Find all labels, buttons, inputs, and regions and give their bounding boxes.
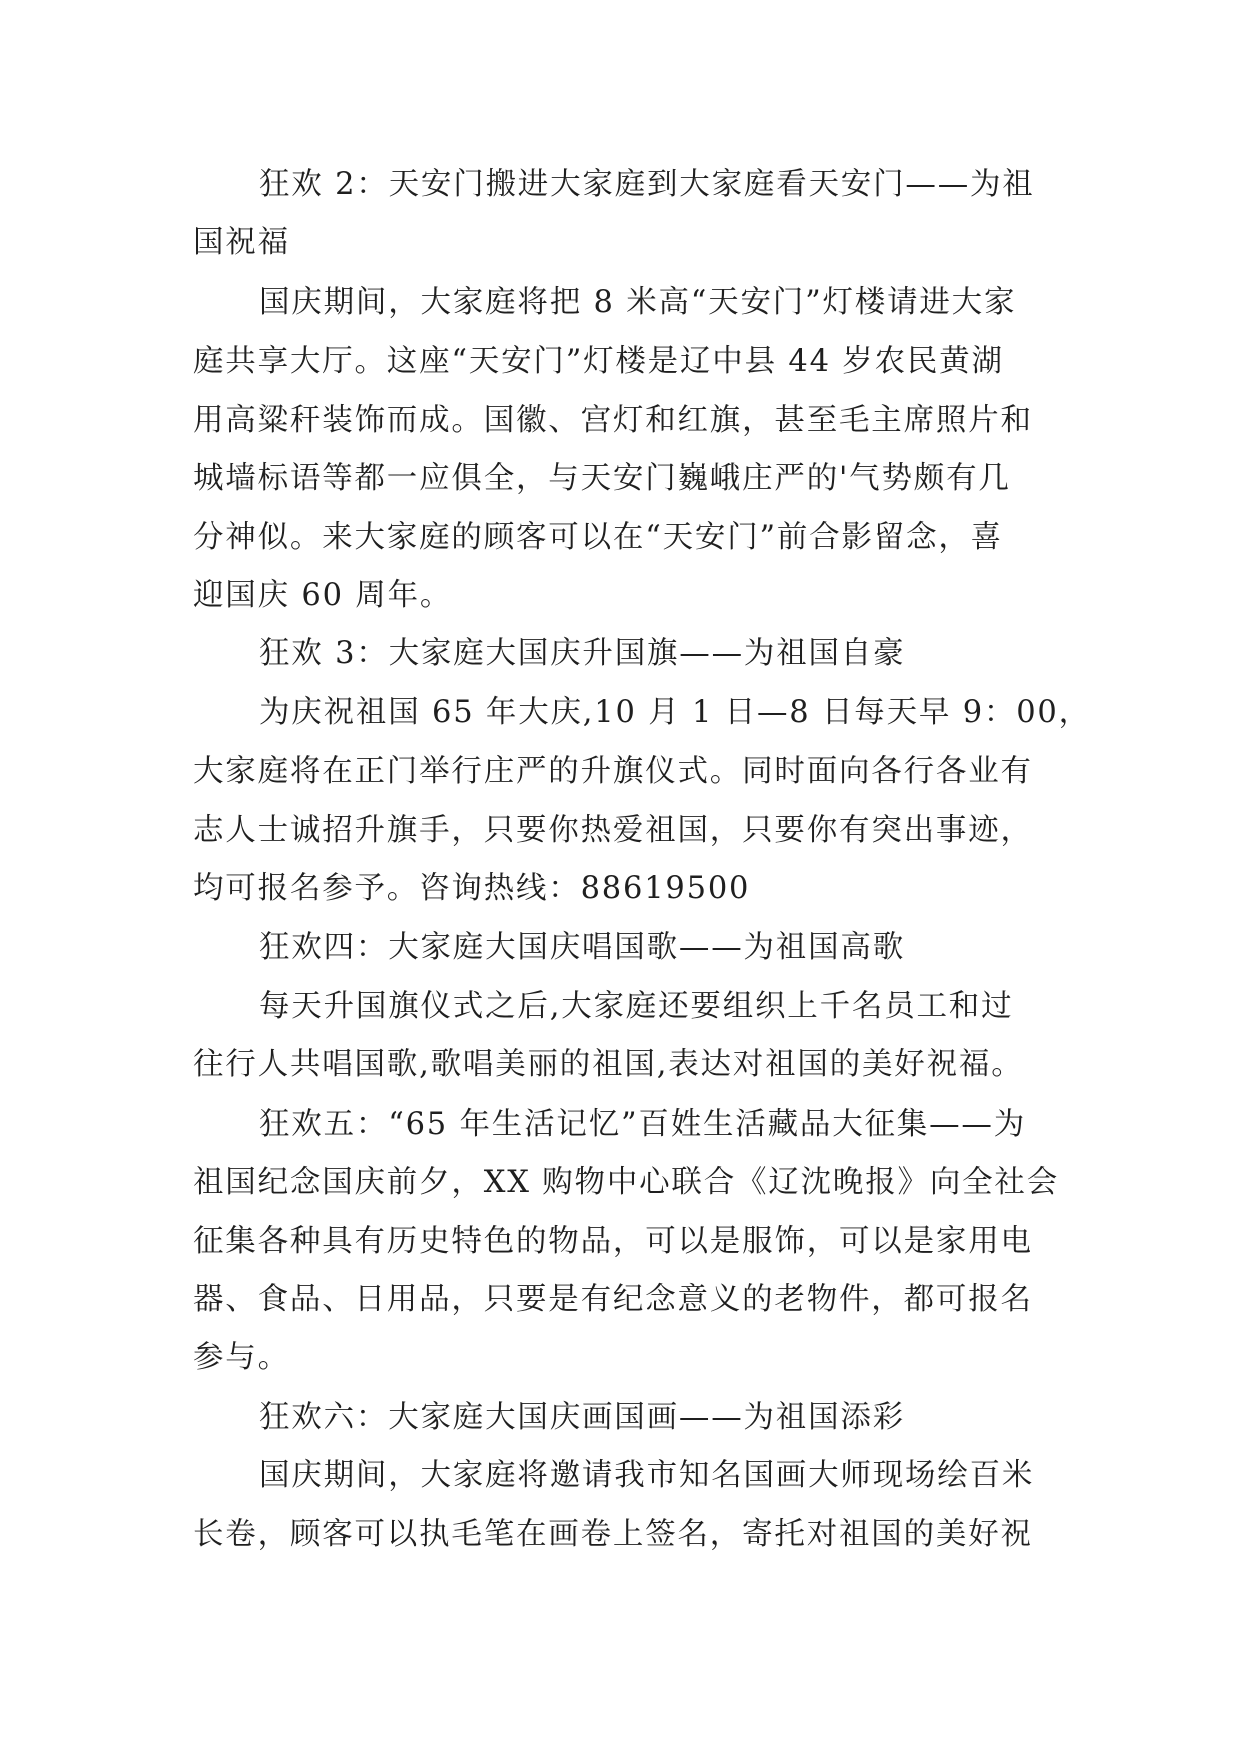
paragraph-line: 分神似。来大家庭的顾客可以在“天安门”前合影留念，喜 <box>193 520 1003 555</box>
heading-carnival-2: 狂欢 2：天安门搬进大家庭到大家庭看天安门——为祖 <box>259 167 1035 202</box>
paragraph-line: 迎国庆 60 周年。 <box>193 578 453 613</box>
paragraph-line: 庭共享大厅。这座“天安门”灯楼是辽中县 44 岁农民黄湖 <box>193 344 1004 379</box>
paragraph-line: 用高粱秆装饰而成。国徽、宫灯和红旗，甚至毛主席照片和 <box>193 403 1033 438</box>
paragraph-line: 志人士诚招升旗手，只要你热爱祖国，只要你有突出事迹， <box>193 813 1033 848</box>
heading-carnival-4: 狂欢四：大家庭大国庆唱国歌——为祖国高歌 <box>259 930 905 965</box>
paragraph-line: 大家庭将在正门举行庄严的升旗仪式。同时面向各行各业有 <box>193 754 1033 789</box>
paragraph-line: 征集各种具有历史特色的物品，可以是服饰，可以是家用电 <box>193 1224 1033 1259</box>
paragraph-line: 均可报名参予。咨询热线：88619500 <box>193 871 751 906</box>
paragraph-line: 城墙标语等都一应俱全，与天安门巍峨庄严的'气势颇有几 <box>193 461 1011 496</box>
paragraph-line: 长卷，顾客可以执毛笔在画卷上签名，寄托对祖国的美好祝 <box>193 1517 1033 1552</box>
paragraph-line: 参与。 <box>193 1340 290 1375</box>
heading-carnival-2-cont: 国祝福 <box>193 225 290 260</box>
paragraph-line: 为庆祝祖国 65 年大庆,10 月 1 日—8 日每天早 9：00， <box>259 695 1091 730</box>
heading-carnival-6: 狂欢六：大家庭大国庆画国画——为祖国添彩 <box>259 1400 905 1435</box>
heading-carnival-3: 狂欢 3：大家庭大国庆升国旗——为祖国自豪 <box>259 636 906 671</box>
paragraph-line: 国庆期间，大家庭将把 8 米高“天安门”灯楼请进大家 <box>259 285 1017 320</box>
paragraph-line: 祖国纪念国庆前夕，XX 购物中心联合《辽沈晚报》向全社会 <box>193 1165 1060 1200</box>
paragraph-line: 国庆期间，大家庭将邀请我市知名国画大师现场绘百米 <box>259 1458 1035 1493</box>
paragraph-line: 每天升国旗仪式之后,大家庭还要组织上千名员工和过 <box>259 989 1014 1024</box>
paragraph-line: 往行人共唱国歌,歌唱美丽的祖国,表达对祖国的美好祝福。 <box>193 1047 1024 1082</box>
heading-carnival-5: 狂欢五：“65 年生活记忆”百姓生活藏品大征集——为 <box>259 1107 1026 1142</box>
paragraph-line: 器、食品、日用品，只要是有纪念意义的老物件，都可报名 <box>193 1282 1033 1317</box>
